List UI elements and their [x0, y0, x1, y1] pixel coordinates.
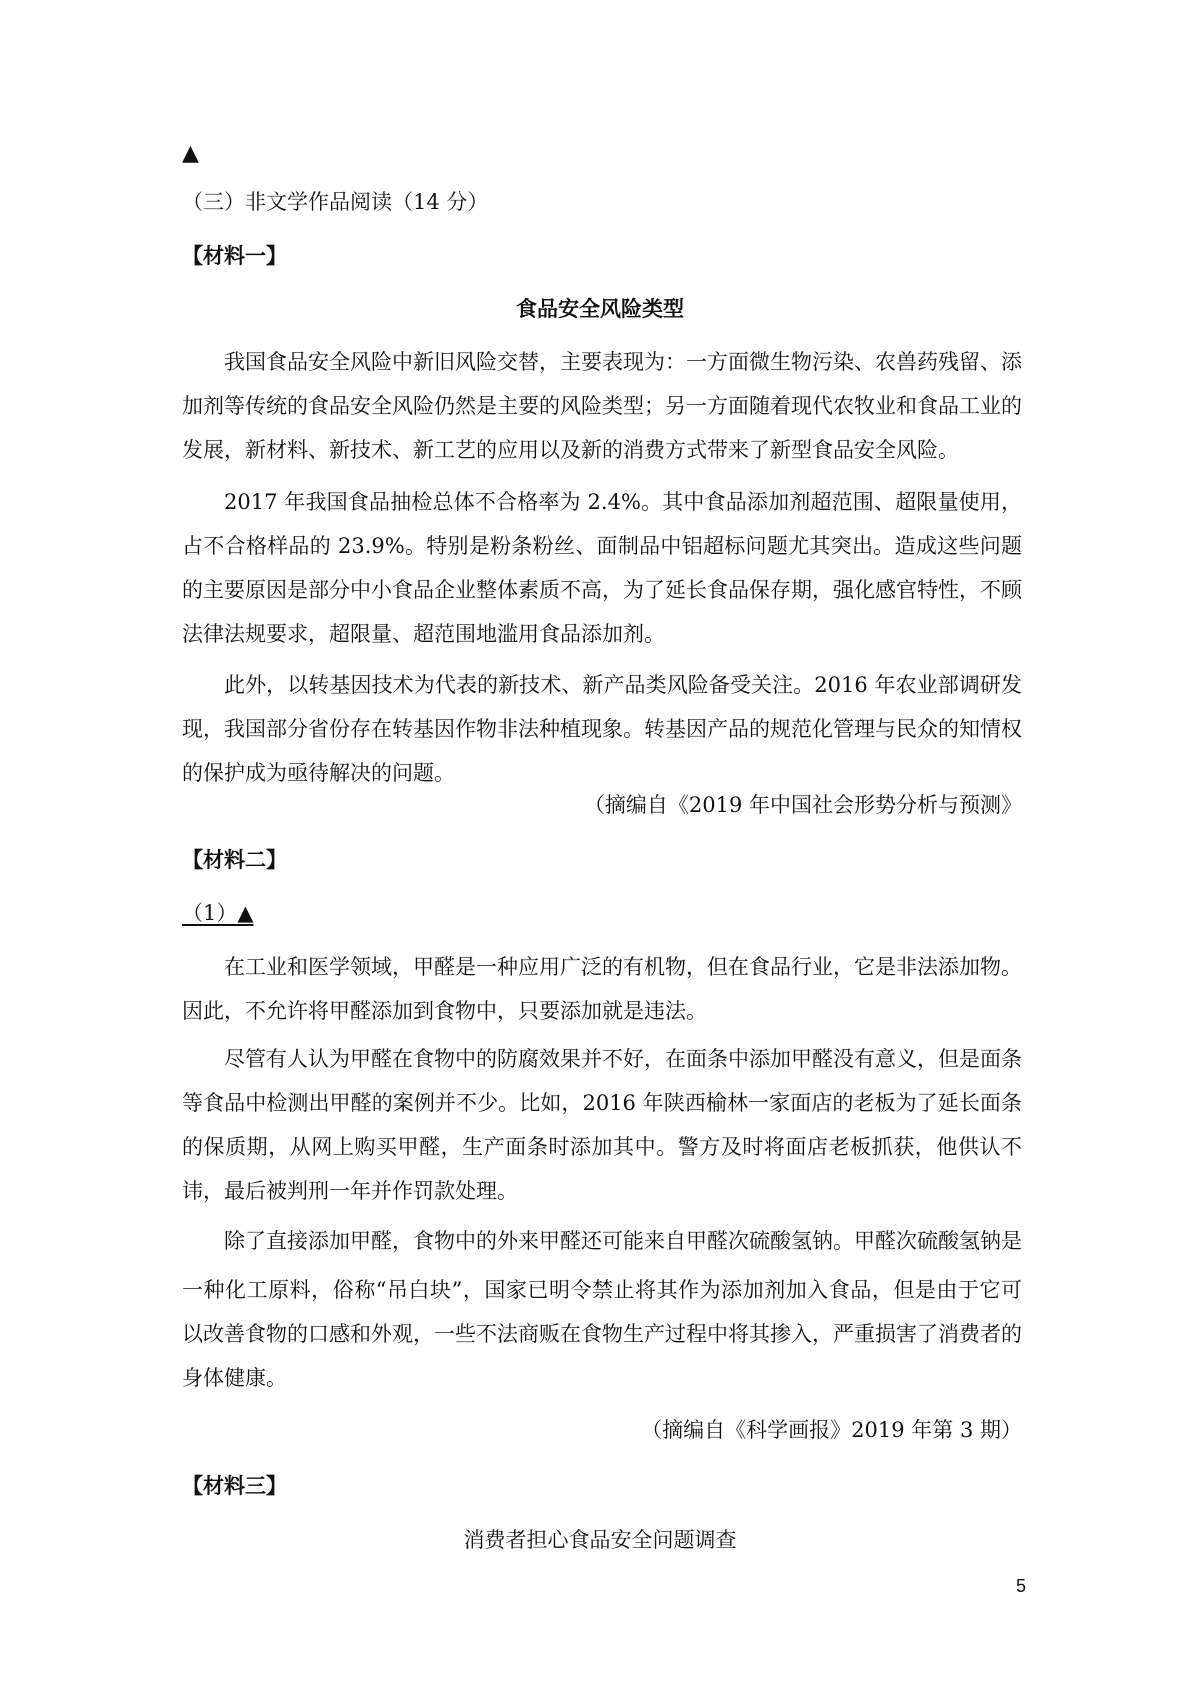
- material1-paragraph: 2017 年我国食品抽检总体不合格率为 2.4%。其中食品添加剂超范围、超限量使用，占不合格样品的 23.9%。特别是粉条粉丝、面制品中铝超标问题尤其突出。造成这些问题的主要原因是部分中小食品企业整体素质不高，为了延长食品保存期，强化感官特性，不顾法律法规要求，超限量、超范围地滥用食品添加剂。: [182, 490, 1022, 646]
- material2-subtitle: （1）▲: [182, 901, 254, 925]
- section-heading: （三）非文学作品阅读（14 分）: [182, 190, 489, 214]
- material2-source: （摘编自《科学画报》2019 年第 3 期）: [641, 1418, 1022, 1442]
- page-number: 5: [1016, 1576, 1027, 1596]
- material2-paragraph: 尽管有人认为甲醛在食物中的防腐效果并不好，在面条中添加甲醛没有意义，但是面条等食品中检测出甲醛的案例并不少。比如，2016 年陕西榆林一家面店的老板为了延长面条的保质期，从网上购买甲醛，生产面条时添加其中。警方及时将面店老板抓获，他供认不讳，最后被判刑一年并作罚款处理。: [182, 1047, 1022, 1203]
- triangle-marker: ▲: [182, 140, 199, 166]
- material1-source: （摘编自《2019 年中国社会形势分析与预测》: [583, 793, 1022, 817]
- material2-label: 【材料二】: [182, 847, 287, 872]
- material1-label: 【材料一】: [182, 243, 287, 268]
- material1-paragraph: 此外，以转基因技术为代表的新技术、新产品类风险备受关注。2016 年农业部调研发现，我国部分省份存在转基因作物非法种植现象。转基因产品的规范化管理与民众的知情权的保护成为亟待解决的问题。: [182, 673, 1022, 785]
- material3-label: 【材料三】: [182, 1473, 287, 1498]
- material3-title: 消费者担心食品安全问题调查: [463, 1528, 737, 1552]
- material1-paragraph: 我国食品安全风险中新旧风险交替，主要表现为：一方面微生物污染、农兽药残留、添加剂等传统的食品安全风险仍然是主要的风险类型；另一方面随着现代农牧业和食品工业的发展，新材料、新技术、新工艺的应用以及新的消费方式带来了新型食品安全风险。: [182, 350, 1022, 462]
- material2-paragraph: 一种化工原料，俗称“吊白块”，国家已明令禁止将其作为添加剂加入食品，但是由于它可以改善食物的口感和外观，一些不法商贩在食物生产过程中将其掺入，严重损害了消费者的身体健康。: [182, 1278, 1022, 1390]
- material2-paragraph: 在工业和医学领域，甲醛是一种应用广泛的有机物，但在食品行业，它是非法添加物。因此，不允许将甲醛添加到食物中，只要添加就是违法。: [182, 955, 1022, 1023]
- material1-title: 食品安全风险类型: [516, 296, 684, 321]
- material2-paragraph: 除了直接添加甲醛，食物中的外来甲醛还可能来自甲醛次硫酸氢钠。甲醛次硫酸氢钠是: [224, 1229, 1022, 1253]
